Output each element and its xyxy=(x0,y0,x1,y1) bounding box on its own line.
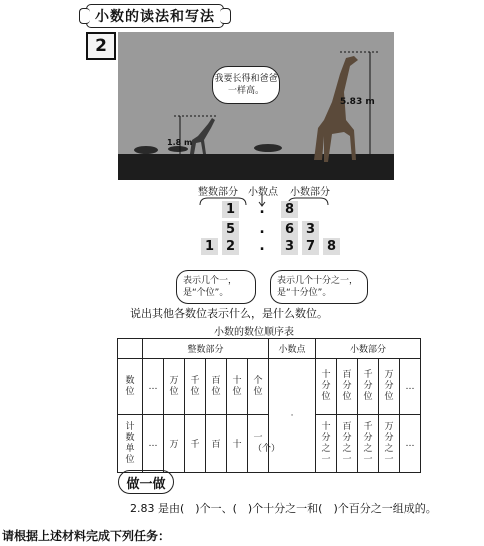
table-cell: 千分位 xyxy=(358,359,379,415)
point-column: · xyxy=(269,359,316,473)
digit-cell: 8 xyxy=(323,238,340,255)
digit-cell: 3 xyxy=(302,221,319,238)
section-number: 2 xyxy=(86,32,116,60)
speech-bubble: 我要长得和爸爸一样高。 xyxy=(212,66,280,104)
callout-tenths-place: 表示几个十分之一，是“十分位”。 xyxy=(270,270,368,304)
table-cell: 十 xyxy=(227,415,248,473)
digit-cell: 6 xyxy=(281,221,298,238)
digit-cell: 7 xyxy=(302,238,319,255)
digit-cell: 2 xyxy=(222,238,239,255)
table-cell: 百 xyxy=(206,415,227,473)
row-label-units: 计数单位 xyxy=(118,415,143,473)
table-cell: 十分位 xyxy=(316,359,337,415)
row-label-places: 数位 xyxy=(118,359,143,415)
table-cell: 万 xyxy=(164,415,185,473)
digit-cell: 5 xyxy=(222,221,239,238)
decimal-point-label: 小数点 xyxy=(248,187,278,198)
lesson-title: 小数的读法和写法 xyxy=(86,4,224,28)
table-cell: … xyxy=(143,359,164,415)
table-cell: 百分之一 xyxy=(337,415,358,473)
digit-cell: 1 xyxy=(222,201,239,218)
table-header-integer: 整数部分 xyxy=(143,339,269,359)
table-cell: 百位 xyxy=(206,359,227,415)
decimal-dot: . xyxy=(259,201,265,217)
table-cell: 万位 xyxy=(164,359,185,415)
table-cell: 万分位 xyxy=(379,359,400,415)
question-text: 说出其他各数位表示什么，是什么数位。 xyxy=(130,307,328,320)
digit-cell: 1 xyxy=(201,238,218,255)
height-label-big: 5.83 m xyxy=(340,97,375,107)
table-title: 小数的数位顺序表 xyxy=(214,327,294,338)
table-header-point: 小数点 xyxy=(269,339,316,359)
digit-cell: 8 xyxy=(281,201,298,218)
decimal-dot: . xyxy=(259,221,265,237)
table-header-decimal: 小数部分 xyxy=(316,339,421,359)
integer-part-label: 整数部分 xyxy=(198,187,238,198)
place-value-table xyxy=(117,338,421,473)
table-cell: … xyxy=(143,415,164,473)
decimal-dot: . xyxy=(259,238,265,254)
table-cell: 个位 xyxy=(248,359,269,415)
callout-ones-place: 表示几个一，是“个位”。 xyxy=(176,270,256,304)
decimal-part-label: 小数部分 xyxy=(290,187,330,198)
do-it-badge: 做一做 xyxy=(118,470,174,494)
table-cell: 十位 xyxy=(227,359,248,415)
digit-cell: 3 xyxy=(281,238,298,255)
table-cell: 十分之一 xyxy=(316,415,337,473)
height-label-small: 1.8 m xyxy=(167,138,193,147)
table-cell: 千位 xyxy=(185,359,206,415)
table-cell: 百分位 xyxy=(337,359,358,415)
table-cell: … xyxy=(400,359,421,415)
table-cell: 万分之一 xyxy=(379,415,400,473)
table-cell: 千 xyxy=(185,415,206,473)
table-cell: 千分之一 xyxy=(358,415,379,473)
table-cell: 一（个） xyxy=(248,415,269,473)
task-instruction: 请根据上述材料完成下列任务： xyxy=(2,529,171,543)
exercise-text: 2.83 是由( )个一、( )个十分之一和( )个百分之一组成的。 xyxy=(130,502,437,515)
table-cell: … xyxy=(400,415,421,473)
